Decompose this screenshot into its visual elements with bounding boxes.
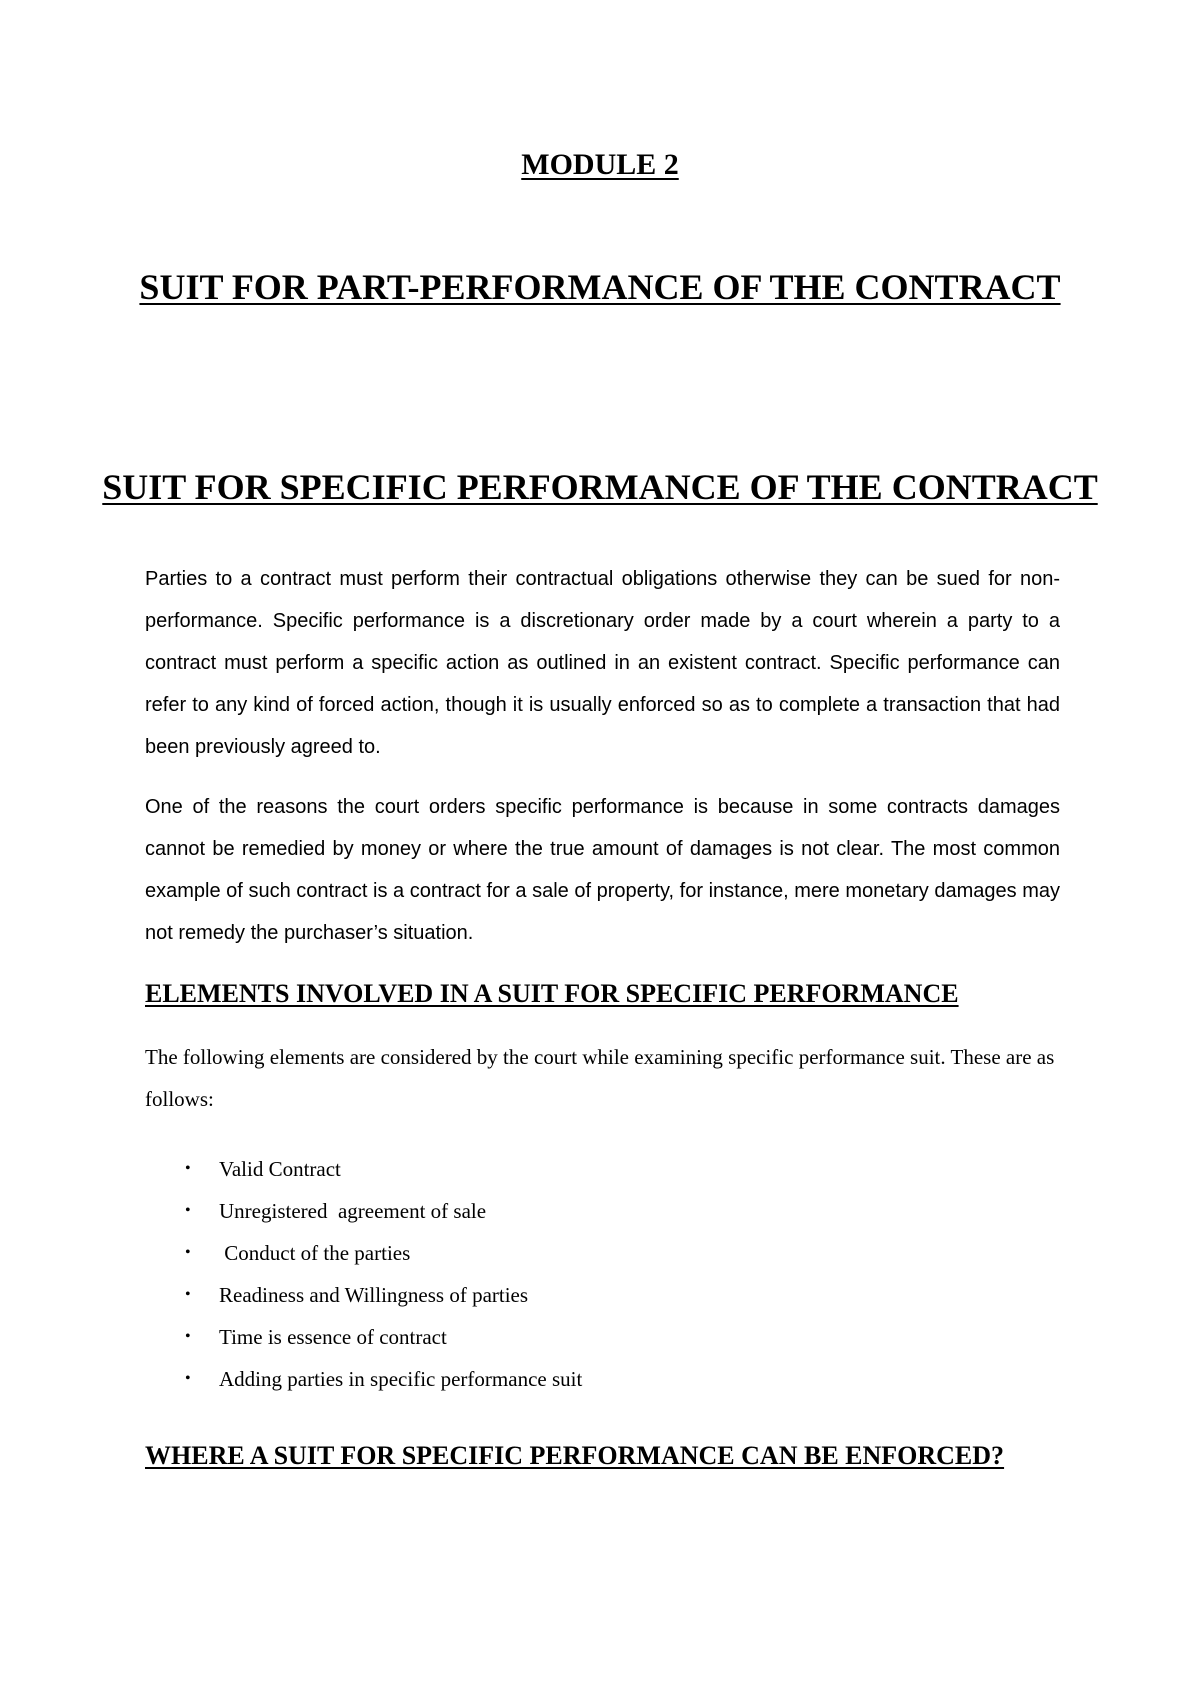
- bullet-icon: •: [185, 1160, 191, 1177]
- bullet-icon: •: [185, 1202, 191, 1219]
- module-title: MODULE 2: [521, 148, 679, 181]
- part-performance-heading: SUIT FOR PART-PERFORMANCE OF THE CONTRACT: [139, 267, 1061, 307]
- elements-heading: ELEMENTS INVOLVED IN A SUIT FOR SPECIFIC PERFORMANCE: [145, 979, 959, 1008]
- list-item-label: Unregistered agreement of sale: [219, 1199, 487, 1223]
- list-item-label: Conduct of the parties: [219, 1241, 411, 1265]
- list-item: [145, 1316, 1045, 1358]
- list-item: [145, 1274, 1045, 1316]
- where-enforced-heading: WHERE A SUIT FOR SPECIFIC PERFORMANCE CAN BE ENFORCED?: [145, 1441, 1005, 1470]
- list-item-label: Valid Contract: [219, 1157, 341, 1181]
- bullet-icon: •: [185, 1328, 191, 1345]
- list-item: [145, 1358, 1045, 1400]
- list-item: [145, 1190, 1045, 1232]
- list-item-label: Readiness and Willingness of parties: [219, 1283, 529, 1307]
- list-item-label: Time is essence of contract: [219, 1325, 447, 1349]
- list-item: [145, 1148, 1045, 1190]
- paragraph-reasons-for-specific-performance: One of the reasons the court orders specific performance is because in some contracts damages cannot be remedied by money or where the true amount of damages is not clear. The most common example of such contract is a contract for a sale of property, for instance, mere monetary damages may not remedy the purchaser’s situation.: [145, 796, 1060, 944]
- elements-list: [145, 1148, 1045, 1400]
- bullet-icon: •: [185, 1370, 191, 1387]
- bullet-icon: •: [185, 1286, 191, 1303]
- specific-performance-heading: SUIT FOR SPECIFIC PERFORMANCE OF THE CONTRACT: [102, 467, 1098, 507]
- paragraph-specific-performance-definition: Parties to a contract must perform their contractual obligations otherwise they can be sued for non-performance. Specific performance is a discretionary order made by a court wherein a party to a contract must perform a specific action as outlined in an existent contract. Specific performance can refer to any kind of forced action, though it is usually enforced so as to complete a transaction that had been previously agreed to.: [145, 568, 1060, 758]
- list-item: [145, 1232, 1045, 1274]
- list-item-label: Adding parties in specific performance suit: [219, 1367, 583, 1391]
- bullet-icon: •: [185, 1244, 191, 1261]
- elements-intro: The following elements are considered by the court while examining specific performance suit. These are as follows:: [145, 1045, 1055, 1111]
